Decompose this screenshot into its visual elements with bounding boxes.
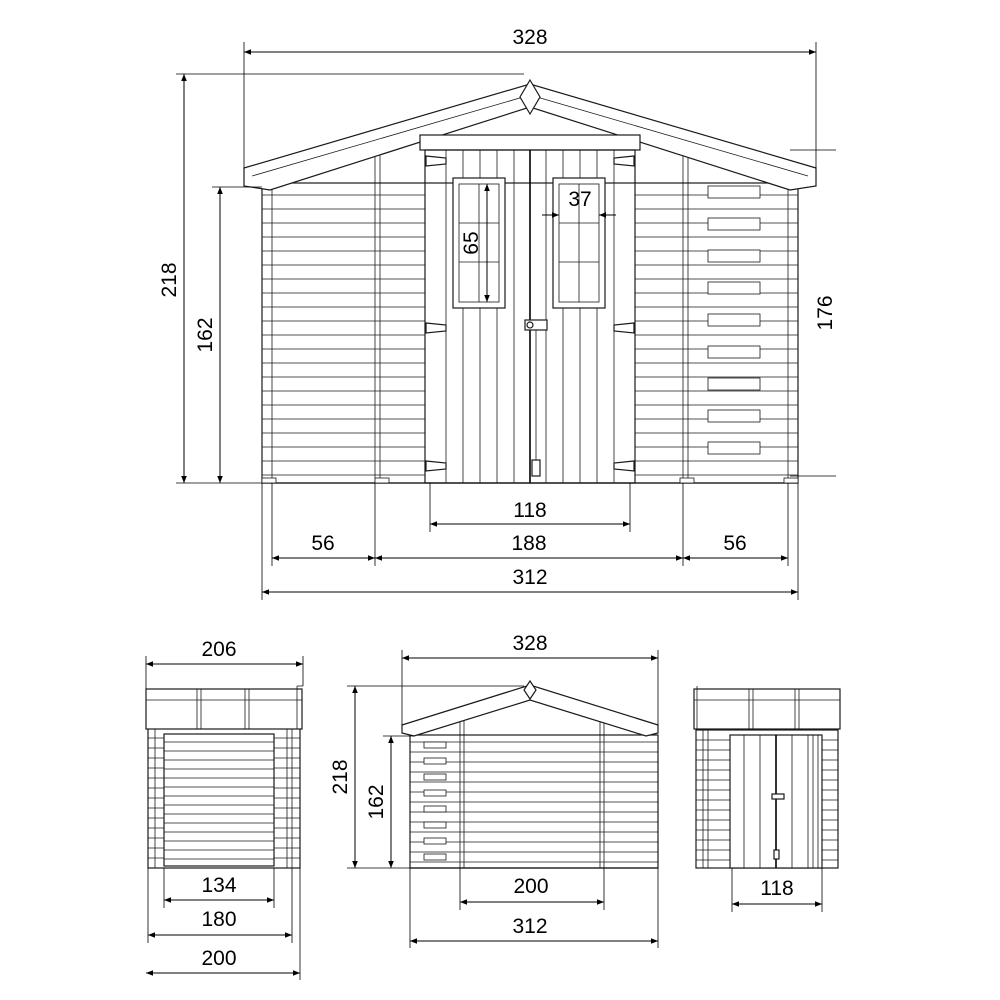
dim-front-total-width: 328 [512, 26, 548, 49]
vent-slat [424, 822, 446, 828]
vent-slat [424, 742, 446, 748]
vent-slat [708, 250, 760, 262]
vent-slat [708, 442, 760, 454]
dim-right-wall: 56 [723, 532, 747, 555]
vent-slat [708, 282, 760, 294]
vent-slat [708, 186, 760, 198]
right-wall-vents [708, 186, 760, 454]
door-lintel [420, 135, 640, 150]
vent-slat [424, 758, 446, 764]
vent-slat [708, 218, 760, 230]
vent-slat [424, 774, 446, 780]
back-wall-boards [410, 742, 658, 862]
vent-slat [708, 314, 760, 326]
dim-door-width: 118 [513, 499, 547, 522]
dim-back-total-height: 218 [329, 759, 352, 795]
dim-side-base-depth: 200 [201, 947, 237, 970]
dim-front-base-width: 312 [512, 566, 548, 589]
front-view [244, 80, 816, 483]
dim-side-inner-width: 134 [201, 874, 237, 897]
dim-back-inner-width: 200 [513, 875, 549, 898]
vent-slat [424, 854, 446, 860]
dim-back-total-width: 328 [512, 632, 548, 655]
right-side-view [694, 686, 840, 868]
dim-middle-section: 188 [511, 532, 547, 555]
dim-front-side-height: 176 [814, 295, 837, 331]
dim-back-wall-height: 162 [365, 784, 388, 820]
dim-side-middle-width: 180 [201, 908, 237, 931]
vent-slat [424, 806, 446, 812]
dim-window-width: 37 [568, 188, 592, 211]
dim-window-height: 65 [460, 231, 483, 255]
back-wall-vents [424, 742, 446, 860]
left-side-panel [164, 734, 274, 866]
back-view [402, 681, 658, 868]
door-lock [525, 320, 547, 476]
dim-front-wall-height: 162 [194, 317, 217, 353]
right-side-dimensions [732, 868, 822, 912]
dim-back-base-width: 312 [512, 915, 548, 938]
vent-slat [424, 838, 446, 844]
back-view-dimensions [329, 632, 658, 948]
dim-right-door-width: 118 [760, 877, 794, 900]
vent-slat [708, 410, 760, 422]
dim-left-wall: 56 [311, 532, 335, 555]
vent-slat [708, 378, 760, 390]
dim-front-total-height: 218 [158, 262, 181, 298]
vent-slat [424, 790, 446, 796]
vent-slat [708, 346, 760, 358]
left-side-view [146, 686, 303, 868]
dim-roof-depth: 206 [201, 638, 237, 661]
